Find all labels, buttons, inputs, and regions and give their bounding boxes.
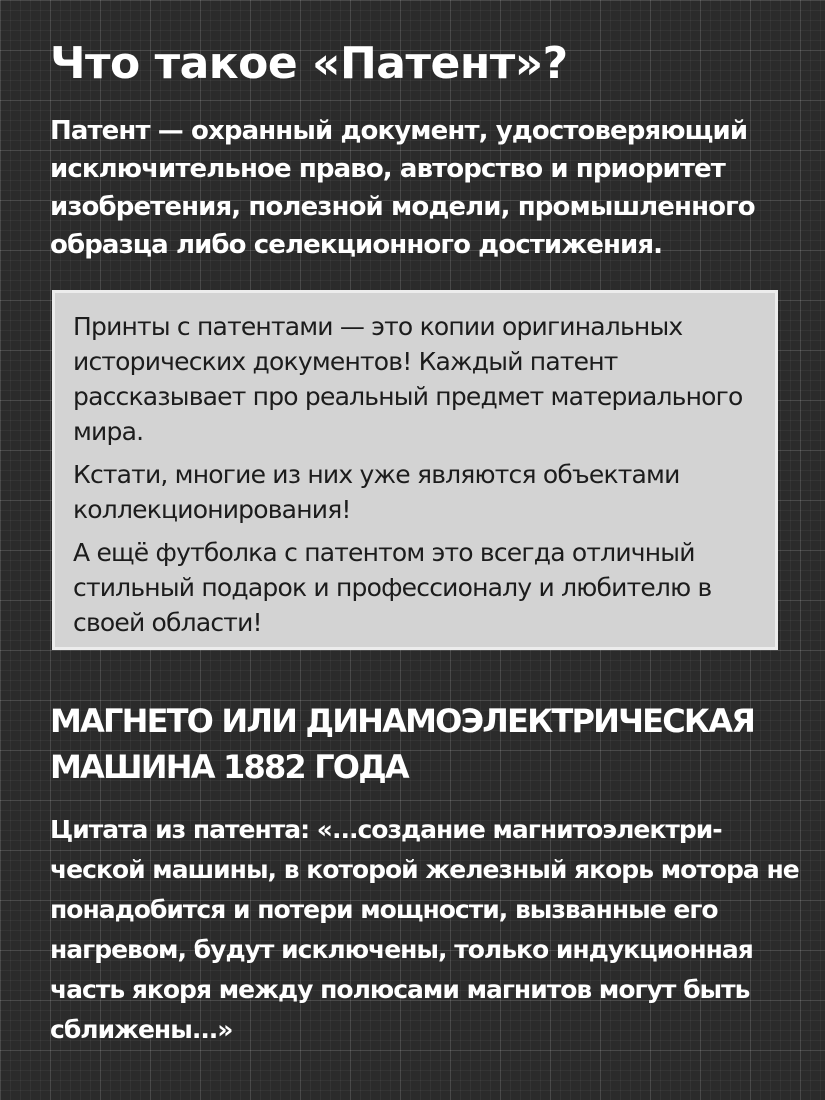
patent-quote: Цитата из патента: «...создание магнитоэлектри-ческой машины, в которой железный якорь мотора не понадобится и потери мощности, вызванные его нагревом, будут исключены, только индукционная часть якоря между полюсами магнитов могут быть сближены...» xyxy=(50,815,799,1044)
info-paragraph: А ещё футболка с патентом это всегда отличный стильный подарок и профессионалу и любителю в своей области! xyxy=(73,538,712,637)
section-heading: МАГНЕТО ИЛИ ДИНАМОЭЛЕКТРИЧЕСКАЯ МАШИНА 1882 ГОДА xyxy=(50,702,755,786)
page-title: Что такое «Патент»? xyxy=(50,38,568,89)
info-paragraph: Кстати, многие из них уже являются объектами коллекционирования! xyxy=(73,460,680,524)
info-paragraph: Принты с патентами — это копии оригинальных исторических документов! Каждый патент рассказывает про реальный предмет материального мира. xyxy=(73,312,743,446)
patent-definition: Патент — охранный документ, удостоверяющий исключительное право, авторство и приоритет изобретения, полезной модели, промышленного образца либо селекционного достижения. xyxy=(50,116,755,260)
info-box xyxy=(52,290,778,650)
